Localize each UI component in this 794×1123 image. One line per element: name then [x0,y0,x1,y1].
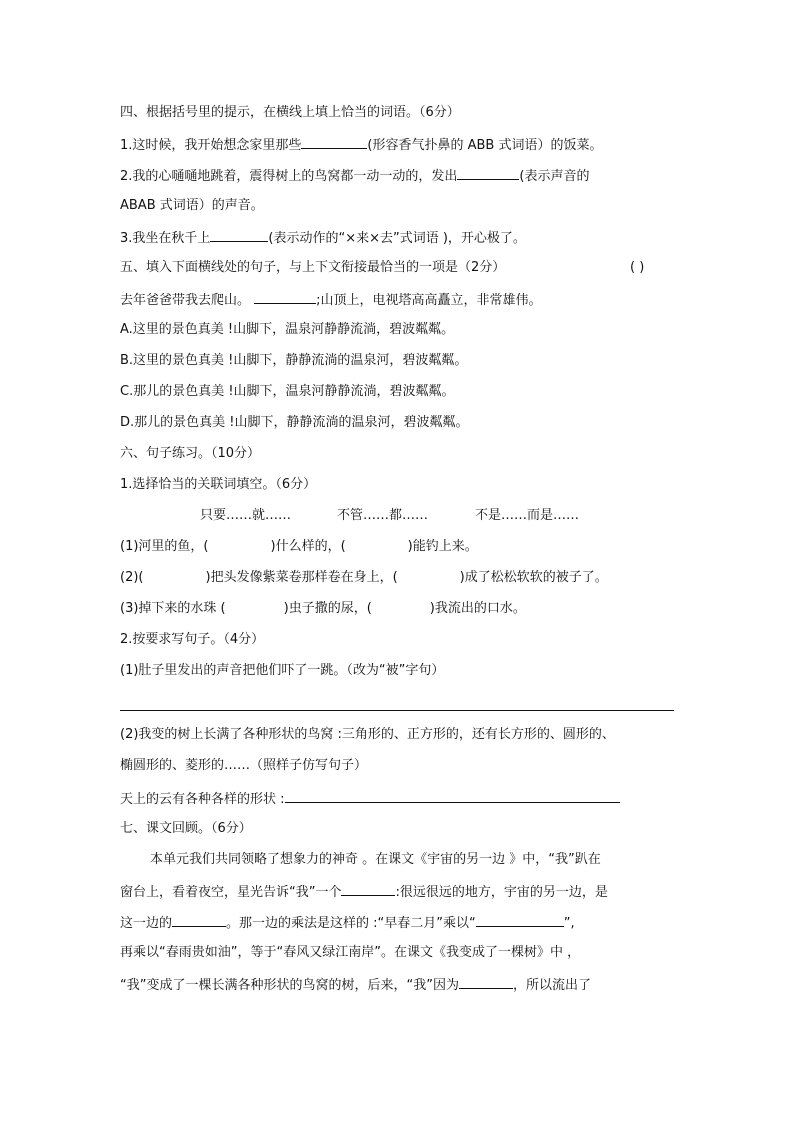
option-d[interactable]: D.那儿的景色真美 !山脚下，静静流淌的温泉河，碧波粼粼。 [120,415,469,430]
question-5-stem: 去年爸爸带我去爬山。 ;山顶上，电视塔高高矗立，非常雄伟。 [120,290,542,310]
option-c[interactable]: C.那儿的景色真美 !山脚下，温泉河静静流淌，碧波粼粼。 [120,384,455,399]
write-task-2-cont: 椭圆形的、菱形的……（照样子仿写句子） [120,758,368,773]
option-a[interactable]: A.这里的景色真美 !山脚下，温泉河静静流淌，碧波粼粼。 [120,322,455,337]
question-4-1: 1.这时候，我开始想念家里那些 (形容香气扑鼻的 ABB 式词语）的饭菜。 [120,135,602,155]
question-4-2: 2.我的心嗵嗵地跳着，震得树上的鸟窝都一动一动的，发出 (表示声音的 [120,166,589,186]
fill-row-3: (3)掉下来的水珠 ( )虫子撒的尿，( )我流出的口水。 [120,601,526,616]
answer-blank[interactable] [301,135,367,149]
word-choice-1: 只要……就…… [200,508,292,523]
question-4-2-cont: ABAB 式词语）的声音。 [120,198,264,213]
answer-line[interactable] [285,789,620,803]
write-task-2-prompt: 天上的云有各种各样的形状 : [120,789,620,809]
fill-row-2: (2)( )把头发像紫菜卷那样卷在身上，( )成了松松软软的被子了。 [120,570,608,585]
word-choice-3: 不是……而是…… [475,508,580,523]
question-4-3: 3.我坐在秋千上 (表示动作的“×来×去”式词语 )，开心极了。 [120,228,526,248]
section-6-title: 六、句子练习。（10分） [120,446,261,461]
answer-blank[interactable] [172,913,226,927]
answer-blank[interactable] [254,290,316,304]
fill-row-1: (1)河里的鱼，( )什么样的，( )能钓上来。 [120,539,478,554]
answer-blank[interactable] [341,882,395,896]
option-b[interactable]: B.这里的景色真美 !山脚下，静静流淌的温泉河，碧波粼粼。 [120,353,468,368]
answer-blank[interactable] [210,228,268,242]
review-line-1: 本单元我们共同领略了想象力的神奇 。在课文《宇宙的另一边 》中，“我”趴在 [150,852,601,867]
answer-line[interactable] [120,710,674,711]
review-line-3: 这一边的 。那一边的乘法是这样的 :“早春二月”乘以“ ”, [120,913,575,933]
answer-blank[interactable] [459,975,513,989]
word-choice-2: 不管……都…… [337,508,429,523]
review-line-2: 窗台上，看着夜空，星光告诉“我”一个 :很远很远的地方，宇宙的另一边，是 [120,882,608,902]
write-task-2: (2)我变的树上长满了各种形状的鸟窝 :三角形的、正方形的，还有长方形的、圆形的、 [120,727,615,742]
answer-blank[interactable] [457,166,519,180]
answer-blank[interactable] [476,913,564,927]
answer-paren[interactable]: ( ) [630,260,645,275]
section-5-title: 五、填入下面横线处的句子，与上下文衔接最恰当的一项是（2分） [120,260,506,275]
review-line-5: “我”变成了一棵长满各种形状的鸟窝的树，后来，“我”因为 ，所以流出了 [120,975,591,995]
section-4-title: 四、根据括号里的提示，在横线上填上恰当的词语。（6分） [120,105,460,120]
write-task-1: (1)肚子里发出的声音把他们吓了一跳。（改为“被”字句） [120,663,445,678]
subquestion-6-1: 1.选择恰当的关联词填空。（6分） [120,477,317,492]
section-7-title: 七、课文回顾。（6分） [120,821,252,836]
subquestion-6-2: 2.按要求写句子。（4分） [120,632,265,647]
review-line-4: 再乘以“春雨贵如油”，等于“春风又绿江南岸”。在课文《我变成了一棵树》中 ， [120,945,581,960]
